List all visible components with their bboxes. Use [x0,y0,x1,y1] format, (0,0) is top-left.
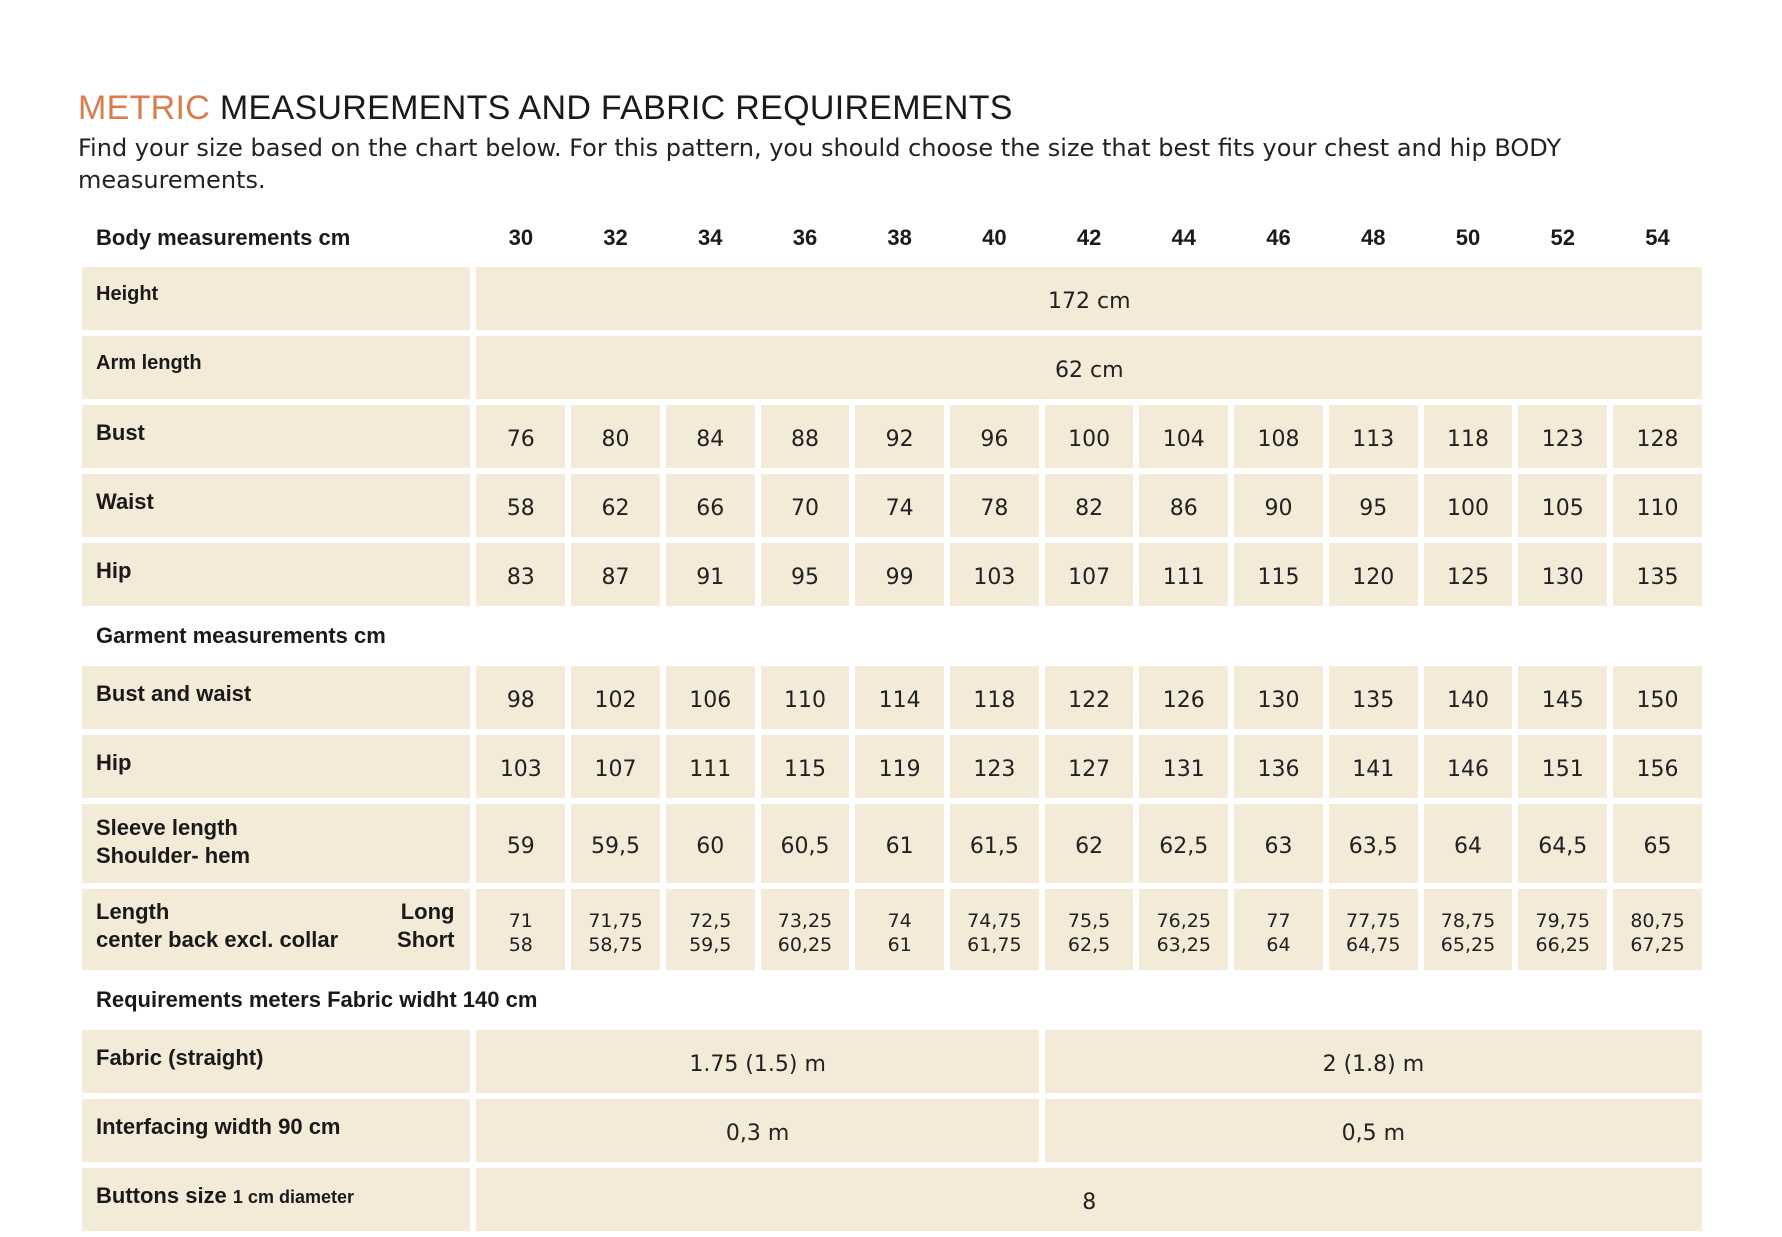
length-cell [666,889,755,970]
table-cell: 103 [476,735,565,798]
length-long-value: 78,75 [1440,909,1496,932]
table-cell: 95 [1329,474,1418,537]
table-cell: 60 [666,804,755,883]
length-long-value: 74 [887,909,912,932]
size-header-36: 36 [792,225,818,250]
table-cell: 100 [1045,405,1134,468]
length-long-value: 76,25 [1156,909,1211,932]
sleeve-label-line2: Shoulder- hem [96,842,251,868]
table-cell: 83 [476,543,565,606]
garment-hip-row [82,735,1702,798]
table-cell: 61 [855,804,944,883]
table-cell: 107 [1045,543,1134,606]
table-cell: 120 [1329,543,1418,606]
height-value: 172 cm [476,267,1702,330]
bust-and-waist-row [82,666,1702,729]
table-cell: 135 [1613,543,1702,606]
table-cell: 111 [666,735,755,798]
arm-length-row [82,336,1702,399]
length-long-value: 74,75 [967,909,1022,932]
table-cell: 105 [1518,474,1607,537]
table-cell: 123 [950,735,1039,798]
size-header-52: 52 [1550,225,1575,250]
size-header-32: 32 [603,225,628,250]
length-cell [1613,889,1702,970]
table-cell: 136 [1234,735,1323,798]
table-cell: 113 [1329,405,1418,468]
hip-row [82,543,1702,606]
table-cell: 74 [855,474,944,537]
length-short-value: 63,25 [1156,933,1211,956]
buttons-value: 8 [476,1168,1702,1231]
length-short-value: 64,75 [1346,933,1401,956]
sleeve-label-line1: Sleeve length [96,814,238,840]
table-cell: 127 [1045,735,1134,798]
length-long-value: 75,5 [1067,909,1111,932]
garment-hip-label: Hip [82,735,470,798]
length-cell [1424,889,1513,970]
length-long-value: 79,75 [1535,909,1590,932]
table-cell: 62,5 [1139,804,1228,883]
table-cell: 156 [1613,735,1702,798]
height-row [82,267,1702,330]
length-label-line1: Length [96,898,170,924]
table-cell: 65 [1613,804,1702,883]
interfacing-label: Interfacing width 90 cm [82,1099,470,1162]
size-header-30: 30 [508,225,534,250]
table-cell: 131 [1139,735,1228,798]
table-cell: 59,5 [571,804,660,883]
table-cell: 61,5 [950,804,1039,883]
length-cell [761,889,850,970]
table-cell: 76 [476,405,565,468]
length-long-value: 71 [508,909,533,932]
table-cell: 114 [855,666,944,729]
table-cell: 130 [1518,543,1607,606]
table-cell: 90 [1234,474,1323,537]
table-cell: 125 [1424,543,1513,606]
table-cell: 104 [1139,405,1228,468]
table-cell: 106 [666,666,755,729]
length-short-value: 65,25 [1440,933,1496,956]
page-title [78,84,1708,132]
size-header-row [82,215,1702,261]
title-rest: MEASUREMENTS AND FABRIC REQUIREMENTS [219,89,1013,127]
arm-length-value: 62 cm [476,336,1702,399]
table-cell: 78 [950,474,1039,537]
size-header-44: 44 [1171,225,1197,250]
table-cell: 70 [761,474,850,537]
table-cell: 64 [1424,804,1513,883]
length-short-value: 66,25 [1535,933,1590,956]
table-cell: 98 [476,666,565,729]
interfacing-value-small-sizes: 0,3 m [476,1099,1038,1162]
size-chart-page [78,84,1708,1215]
table-cell: 59 [476,804,565,883]
length-cell [950,889,1039,970]
table-cell: 110 [1613,474,1702,537]
table-cell: 128 [1613,405,1702,468]
length-short-value: 61,75 [967,933,1022,956]
table-cell: 58 [476,474,565,537]
table-cell: 103 [950,543,1039,606]
table-cell: 151 [1518,735,1607,798]
table-cell: 92 [855,405,944,468]
height-label: Height [82,267,470,330]
table-cell: 63 [1234,804,1323,883]
requirements-header: Requirements meters Fabric widht 140 cm [96,987,538,1012]
table-cell: 110 [761,666,850,729]
length-short-value: 62,5 [1067,933,1111,956]
table-cell: 140 [1424,666,1513,729]
size-header-40: 40 [982,225,1007,250]
table-cell: 107 [571,735,660,798]
interfacing-value-large-sizes: 0,5 m [1045,1099,1702,1162]
table-cell: 135 [1329,666,1418,729]
length-short-value: 67,25 [1630,933,1685,956]
buttons-row [82,1168,1702,1231]
length-long-value: 71,75 [588,909,643,932]
interfacing-row [82,1099,1702,1162]
table-cell: 66 [666,474,755,537]
length-cell [1329,889,1418,970]
length-cell [1139,889,1228,970]
table-cell: 111 [1139,543,1228,606]
length-short-value: 58,75 [588,933,643,956]
buttons-size-note: 1 cm diameter [232,1186,354,1207]
table-cell: 146 [1424,735,1513,798]
length-long-label: Long [400,898,455,924]
table-cell: 115 [1234,543,1323,606]
length-short-value: 61 [887,933,912,956]
intro-text: Find your size based on the chart below. For this pattern, you should choose the size that best fits your chest and hip BODY measurements. [78,134,1562,194]
requirements-section-row [82,976,1702,1024]
length-label [82,889,470,970]
fabric-value-large-sizes: 2 (1.8) m [1045,1030,1702,1093]
length-short-value: 64 [1266,933,1291,956]
buttons-label [82,1168,470,1231]
table-cell: 60,5 [761,804,850,883]
table-cell: 115 [761,735,850,798]
sleeve-length-row [82,804,1702,883]
table-cell: 123 [1518,405,1607,468]
length-long-value: 77 [1266,909,1291,932]
table-cell: 91 [666,543,755,606]
size-header-46: 46 [1266,225,1291,250]
table-cell: 102 [571,666,660,729]
table-cell: 119 [855,735,944,798]
table-cell: 118 [950,666,1039,729]
sleeve-length-label [82,804,470,883]
table-cell: 145 [1518,666,1607,729]
size-header-38: 38 [887,225,912,250]
length-cell [476,889,565,970]
length-short-value: 60,25 [777,933,833,956]
table-cell: 95 [761,543,850,606]
length-cell [1234,889,1323,970]
measurement-table [76,209,1708,1237]
table-cell: 82 [1045,474,1134,537]
table-cell: 141 [1329,735,1418,798]
table-cell: 108 [1234,405,1323,468]
table-cell: 64,5 [1518,804,1607,883]
length-long-value: 80,75 [1630,909,1685,932]
bust-row [82,405,1702,468]
garment-measurements-header: Garment measurements cm [96,623,386,648]
table-cell: 150 [1613,666,1702,729]
length-cell [855,889,944,970]
length-short-label: Short [397,926,455,952]
table-cell: 99 [855,543,944,606]
length-long-value: 72,5 [689,909,732,932]
title-accent: METRIC [78,89,211,127]
fabric-value-small-sizes: 1.75 (1.5) m [476,1030,1038,1093]
waist-row [82,474,1702,537]
length-row [82,889,1702,970]
hip-label: Hip [82,543,470,606]
fabric-row [82,1030,1702,1093]
length-cell [1518,889,1607,970]
table-cell: 63,5 [1329,804,1418,883]
length-cell [1045,889,1134,970]
table-cell: 84 [666,405,755,468]
size-header-42: 42 [1076,225,1102,250]
length-short-value: 58 [508,933,533,956]
fabric-label: Fabric (straight) [82,1030,470,1093]
table-cell: 86 [1139,474,1228,537]
size-header-34: 34 [698,225,723,250]
table-cell: 87 [571,543,660,606]
length-long-value: 77,75 [1346,909,1401,932]
table-cell: 62 [1045,804,1134,883]
table-cell: 100 [1424,474,1513,537]
table-cell: 118 [1424,405,1513,468]
bust-and-waist-label: Bust and waist [82,666,470,729]
waist-label: Waist [82,474,470,537]
bust-label: Bust [82,405,470,468]
arm-length-label: Arm length [82,336,470,399]
buttons-label-text: Buttons size [96,1182,227,1208]
table-cell: 126 [1139,666,1228,729]
size-header-54: 54 [1645,225,1670,250]
length-label-line2: center back excl. collar [96,926,339,952]
table-cell: 130 [1234,666,1323,729]
body-measurements-header: Body measurements cm [96,225,351,250]
table-cell: 62 [571,474,660,537]
table-cell: 80 [571,405,660,468]
size-header-48: 48 [1360,225,1386,250]
size-header-50: 50 [1455,225,1481,250]
table-cell: 88 [761,405,850,468]
table-cell: 122 [1045,666,1134,729]
length-cell [571,889,660,970]
garment-section-row [82,612,1702,660]
table-cell: 96 [950,405,1039,468]
length-long-value: 73,25 [777,909,833,932]
length-short-value: 59,5 [689,933,732,956]
